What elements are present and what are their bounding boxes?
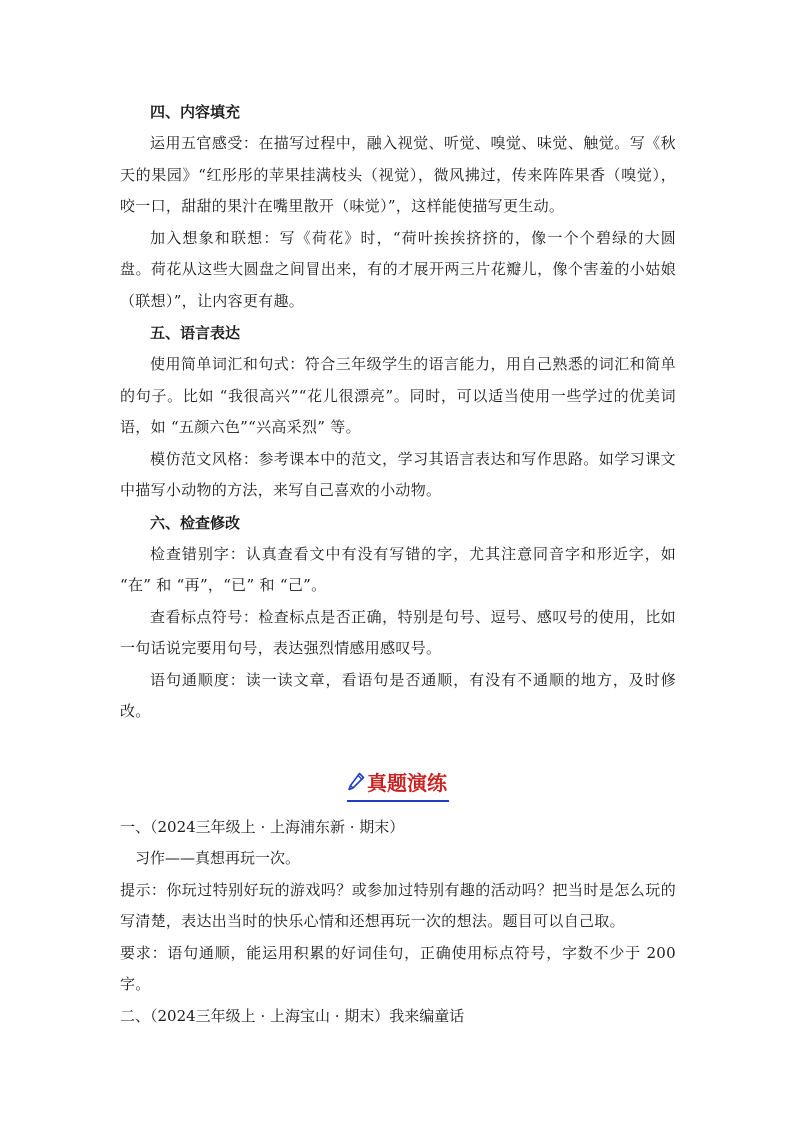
section-heading: 五、语言表达 <box>150 324 241 342</box>
paragraph: 检查错别字：认真查看文中有没有写错的字，尤其注意同音字和形近字，如 “在” 和 “再”，“已” 和 “己”。 <box>120 544 676 594</box>
question-hint: 提示：你玩过特别好玩的游戏吗？或参加过特别有趣的活动吗？把当时是怎么玩的写清楚，表达出当时的快乐心情和还想再玩一次的想法。题目可以自己取。 <box>120 880 676 930</box>
paragraph: 查看标点符号：检查标点是否正确，特别是句号、逗号、感叹号的使用，比如一句话说完要用句号，表达强烈情感用感叹号。 <box>120 607 676 657</box>
practice-title-wrapper <box>347 766 449 802</box>
section-heading: 四、内容填充 <box>150 103 241 121</box>
question-title: 习作——真想再玩一次。 <box>135 849 301 867</box>
paragraph: 模仿范文风格：参考课本中的范文，学习其语言表达和写作思路。如学习课文中描写小动物的方法，来写自己喜欢的小动物。 <box>120 449 676 499</box>
section-content-filling <box>120 96 676 317</box>
paragraph: 使用简单词汇和句式：符合三年级学生的语言能力，用自己熟悉的词汇和简单的句子。比如 “我很高兴”“花儿很漂亮”。同时，可以适当使用一些学过的优美词语，如 “五颜六色”“兴高采烈” 等。 <box>120 355 676 436</box>
paragraph: 运用五官感受：在描写过程中，融入视觉、听觉、嗅觉、味觉、触觉。写《秋天的果园》“红彤彤的苹果挂满枝头（视觉），微风拂过，传来阵阵果香（嗅觉），咬一口，甜甜的果汁在嘴里散开（味觉）”，这样能使描写更生动。 <box>120 134 676 215</box>
practice-question-2 <box>120 1001 676 1033</box>
content-area <box>120 96 676 1032</box>
question-source: 一、（2024三年级上 · 上海浦东新 · 期末） <box>120 817 405 836</box>
question-requirement: 要求：语句通顺，能运用积累的好词佳句，正确使用标点符号，字数不少于 200 字。 <box>120 943 676 993</box>
practice-section-title <box>120 766 676 806</box>
paragraph: 语句通顺度：读一读文章，看语句是否通顺，有没有不通顺的地方，及时修改。 <box>120 670 676 720</box>
pencil-icon <box>347 772 365 794</box>
paragraph: 加入想象和联想：写《荷花》时，“荷叶挨挨挤挤的，像一个个碧绿的大圆盘。荷花从这些大圆盘之间冒出来，有的才展开两三片花瓣儿，像个害羞的小姑娘（联想）”，让内容更有趣。 <box>120 228 676 310</box>
section-heading: 六、检查修改 <box>150 513 241 532</box>
section-language-expression <box>120 317 676 507</box>
question-source: 二、（2024三年级上 · 上海宝山 · 期末）我来编童话 <box>120 1006 465 1025</box>
section-check-revise <box>120 507 676 728</box>
practice-title-text: 真题演练 <box>367 770 447 795</box>
practice-question-1 <box>120 812 676 1001</box>
